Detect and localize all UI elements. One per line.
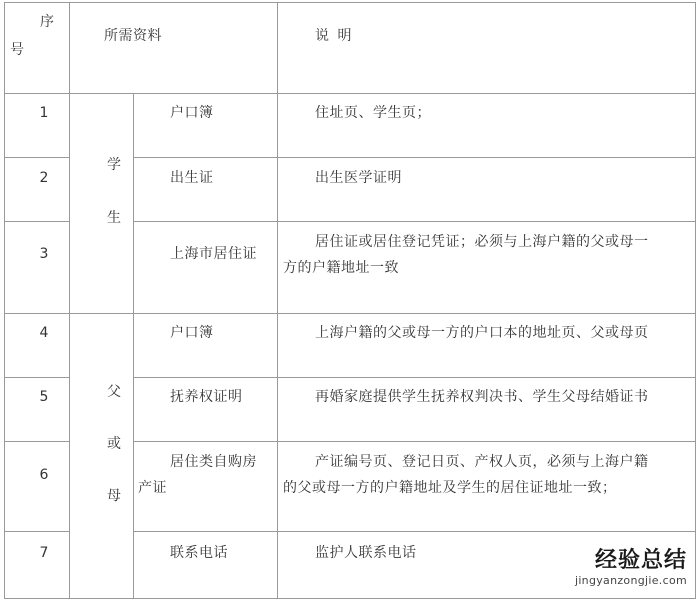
group-student-char-1: 学 [107,157,122,173]
row-number: 1 [39,105,49,121]
group-parent-char-3: 母 [107,488,122,504]
material-description-line-2: 的父或母一方的户籍地址及学生的居住证地址一致； [283,480,617,496]
group-student-char-2: 生 [107,210,122,226]
group-parent-char-2: 或 [107,436,122,452]
material-description: 监护人联系电话 [315,545,417,561]
header-description: 说 明 [315,28,354,44]
material-item: 联系电话 [170,545,228,561]
material-item: 户口簿 [170,325,214,341]
material-item-line-1: 居住类自购房 [170,454,257,470]
material-item: 抚养权证明 [170,389,243,405]
material-description: 上海户籍的父或母一方的户口本的地址页、父或母页 [315,325,649,341]
header-seq-bottom: 号 [10,42,25,58]
watermark-url: jingyanzongjie.com [574,574,687,587]
row-number: 5 [39,389,49,405]
header-seq-top: 序 [40,14,55,30]
material-item: 出生证 [170,170,214,186]
material-description: 出生医学证明 [315,170,402,186]
site-watermark [507,548,687,588]
watermark-title: 经验总结 [594,548,687,573]
row-number: 4 [39,325,49,341]
material-description-line-1: 产证编号页、登记日页、产权人页，必须与上海户籍 [315,454,649,470]
row-number: 2 [39,170,49,186]
row-number: 3 [39,246,49,262]
row-number: 7 [39,545,49,561]
row-number: 6 [39,467,49,483]
material-description: 住址页、学生页； [315,105,431,121]
material-description-line-1: 居住证或居住登记凭证；必须与上海户籍的父或母一 [315,234,649,250]
material-item: 户口簿 [170,105,214,121]
header-materials: 所需资料 [104,28,162,44]
material-item-line-2: 产证 [138,480,167,496]
material-item: 上海市居住证 [170,246,257,262]
group-parent-char-1: 父 [107,384,122,400]
material-description-line-2: 方的户籍地址一致 [283,260,399,276]
material-description: 再婚家庭提供学生抚养权判决书、学生父母结婚证书 [315,389,649,405]
